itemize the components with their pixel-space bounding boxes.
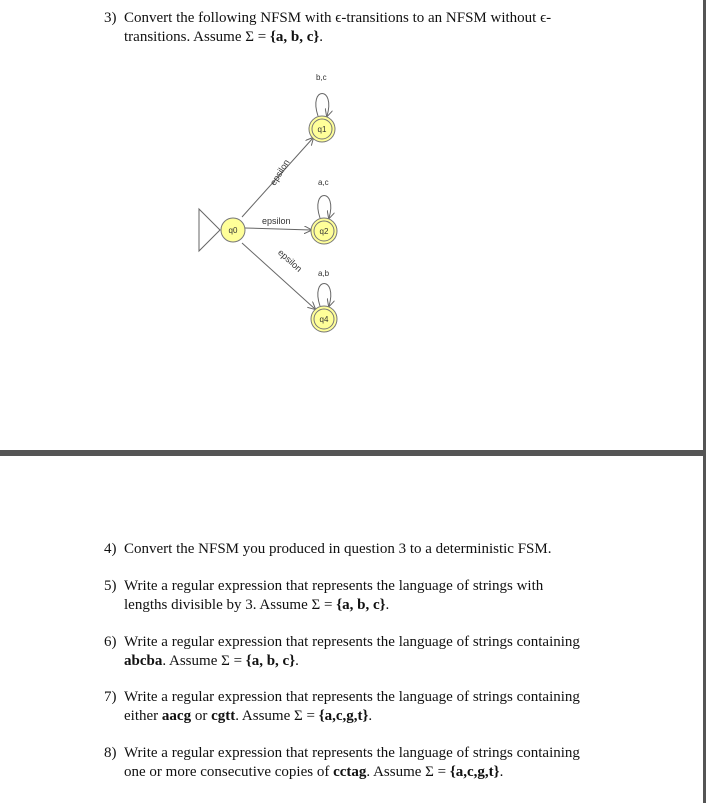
loop-label-q2: a,c — [318, 178, 329, 187]
question-text: Convert the NFSM you produced in question 3 to a deterministic FSM. — [124, 541, 552, 557]
edge-label-q0-q4: epsilon — [276, 247, 304, 274]
edge-q0-q2 — [245, 228, 311, 230]
state-label-q1: q1 — [317, 125, 327, 134]
question-number: 4) — [104, 541, 117, 557]
question-text: . Assume Σ = — [366, 764, 450, 780]
loop-label-q1: b,c — [316, 73, 327, 82]
question-text: transitions. Assume Σ = — [124, 29, 270, 45]
question-text-line-1: Write a regular expression that represents the language of strings containing — [124, 634, 580, 650]
alphabet: {a, b, c} — [245, 653, 296, 669]
question-number: 5) — [104, 578, 117, 594]
question-text-line-2 — [124, 763, 580, 782]
target-string: abcba — [124, 653, 163, 669]
self-loop-q4 — [318, 284, 331, 307]
state-q0 — [221, 218, 245, 242]
self-loop-q1 — [316, 94, 329, 117]
question-number: 6) — [104, 634, 117, 650]
question-text-line-1: Write a regular expression that represents the language of strings containing — [124, 745, 580, 761]
initial-state-marker — [199, 209, 220, 251]
alphabet: {a, b, c} — [336, 597, 386, 613]
question-text: lengths divisible by 3. Assume Σ = — [124, 597, 337, 613]
question-text: one or more consecutive copies of — [124, 764, 334, 780]
target-string: cctag — [333, 764, 367, 780]
punctuation: . — [295, 653, 299, 669]
self-loop-q2 — [318, 196, 331, 219]
question-text-line-2 — [124, 596, 543, 615]
state-q1 — [309, 116, 335, 142]
edge-label-q0-q1: epsilon — [268, 157, 292, 188]
question-text: . Assume Σ = — [162, 653, 246, 669]
punctuation: . — [319, 29, 324, 45]
question-text: either — [124, 708, 162, 724]
question-text-line-1: Write a regular expression that represents the language of strings containing — [124, 689, 580, 705]
question-text: . Assume Σ = — [235, 708, 319, 724]
state-q4 — [311, 306, 337, 332]
question-text-line-1: Convert the following NFSM with ϵ-transitions to an NFSM without ϵ- — [124, 10, 552, 26]
question-number: 7) — [104, 689, 117, 705]
question-text-line-2 — [124, 652, 580, 671]
question-number: 8) — [104, 745, 117, 761]
state-label-q4: q4 — [319, 315, 329, 324]
target-string-1: aacg — [161, 708, 192, 724]
state-label-q2: q2 — [319, 227, 329, 236]
punctuation: . — [385, 597, 390, 613]
question-text-line-1: Write a regular expression that represents the language of strings with — [124, 578, 544, 594]
state-q2 — [311, 218, 337, 244]
punctuation: . — [499, 764, 504, 780]
question-number: 3) — [104, 10, 117, 26]
question-text: or — [191, 708, 212, 724]
alphabet: {a,c,g,t} — [318, 708, 369, 724]
alphabet: {a,c,g,t} — [449, 764, 500, 780]
state-label-q0: q0 — [228, 226, 238, 235]
alphabet: {a, b, c} — [269, 29, 320, 45]
target-string-2: cgtt — [211, 708, 236, 724]
punctuation: . — [368, 708, 373, 724]
question-text-line-2 — [124, 707, 580, 726]
loop-label-q4: a,b — [318, 269, 330, 278]
edge-label-q0-q2: epsilon — [262, 216, 291, 226]
